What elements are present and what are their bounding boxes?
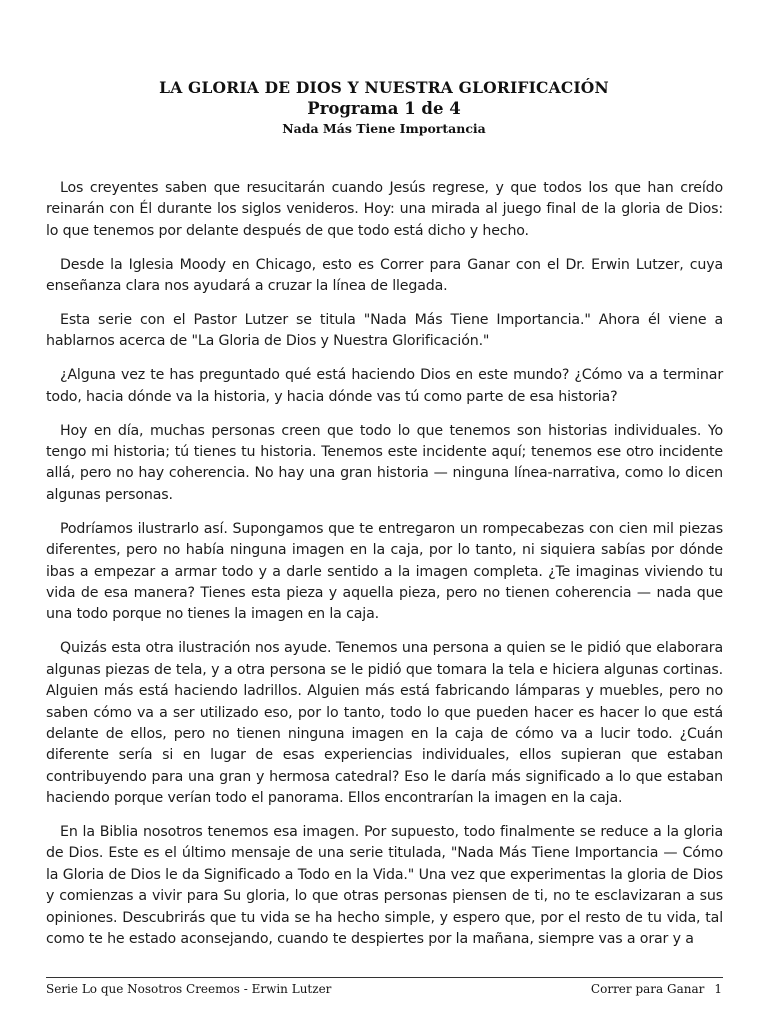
paragraph: En la Biblia nosotros tenemos esa imagen. Por supuesto, todo finalmente se reduce a la gloria de Dios. Este es el último mensaje de una serie titulada, "Nada Más Tiene Importancia — Cómo la Gloria de Dios le da Significado a Todo en la Vida." Una vez que experimentas la gloria de Dios y comienzas a vivir para Su gloria, lo que otras personas piensen de ti, no te esclavizaran a sus opiniones. Descubrirás que tu vida se ha hecho simple, y espero que, por el resto de tu vida, tal como te he estado aconsejando, cuando te despiertes por la mañana, siempre vas a orar y a [46,824,723,948]
footer-divider [46,977,723,978]
series-subtitle: Nada Más Tiene Importancia [282,121,486,136]
footer-program-info [591,982,722,996]
paragraph: Esta serie con el Pastor Lutzer se titula "Nada Más Tiene Importancia." Ahora él viene a hablarnos acerca de "La Gloria de Dios y Nuestra Glorificación." [46,312,723,350]
paragraph: Desde la Iglesia Moody en Chicago, esto es Correr para Ganar con el Dr. Erwin Lutzer, cuya enseñanza clara nos ayudará a cruzar la línea de llegada. [46,256,723,295]
paragraph: Podríamos ilustrarlo así. Supongamos que te entregaron un rompecabezas con cien mil piezas diferentes, pero no había ninguna imagen en la caja, por lo tanto, ni siquiera sabías por dónde ibas a empezar a armar todo y a darle sentido a la imagen completa. ¿Te imaginas viviendo tu vida de esa manera? Tienes esta pieza y aquella pieza, pero no tienen coherencia — nada que una todo porque no tienes la imagen en la caja. [46,520,723,623]
document-title: LA GLORIA DE DIOS Y NUESTRA GLORIFICACIÓN [159,78,609,97]
paragraph: Los creyentes saben que resucitarán cuando Jesús regrese, y que todos los que han creído reinarán con Él durante los siglos venideros. Hoy: una mirada al juego final de la gloria de Dios: lo que tenemos por delante después de que todo está dicho y hecho. [46,180,723,239]
footer-program-label: Correr para Ganar [590,982,705,996]
paragraph: Hoy en día, muchas personas creen que todo lo que tenemos son historias individuales. Yo tengo mi historia; tú tienes tu historia. Tenemos este incidente aquí; tenemos ese otro incidente allá, pero no hay coherencia. No hay una gran historia — ninguna línea-narrativa, como lo dicen algunas personas. [46,422,723,503]
document-body [46,178,723,963]
paragraph: ¿Alguna vez te has preguntado qué está haciendo Dios en este mundo? ¿Cómo va a terminar todo, hacia dónde va la historia, y hacia dónde vas tú como parte de esa historia? [46,367,723,405]
page-number: 1 [714,982,722,996]
document-header [0,78,768,138]
paragraph: Quizás esta otra ilustración nos ayude. Tenemos una persona a quien se le pidió que elaborara algunas piezas de tela, y a otra persona se le pidió que tomara la tela e hiciera algunas cortinas. Alguien más está haciendo ladrillos. Alguien más está fabricando lámparas y muebles, pero no saben cómo va a ser utilizado eso, por lo tanto, todo lo que pueden hacer es hacer lo que está delante de ellos, pero no tienen ninguna imagen en la caja de cómo va a lucir todo. ¿Cuán diferente sería si en lugar de esas experiencias individuales, ellos supieran que estaban contribuyendo para una gran y hermosa catedral? Eso le daría más significado a lo que estaban haciendo porque verían todo el panorama. Ellos encontrarían la imagen en la caja. [46,640,723,807]
program-number: Programa 1 de 4 [307,99,461,118]
footer-series-label: Serie Lo que Nosotros Creemos - Erwin Lutzer [46,982,332,996]
